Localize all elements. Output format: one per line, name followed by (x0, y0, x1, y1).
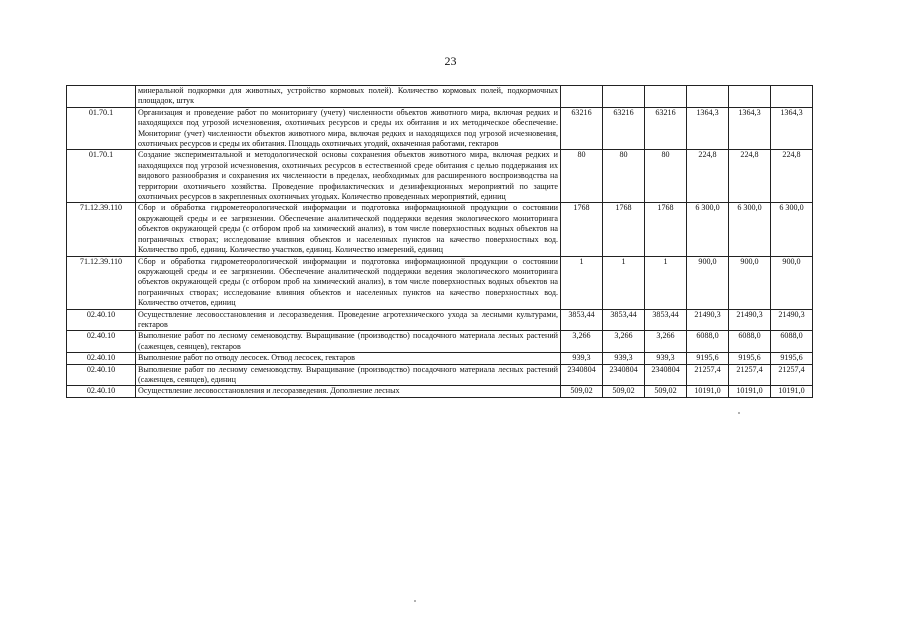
value-cell: 6088,0 (687, 331, 729, 353)
value-cell: 939,3 (603, 353, 645, 364)
okved-code-cell: 02.40.10 (67, 331, 136, 353)
table-row (67, 150, 813, 203)
value-cell: 224,8 (687, 150, 729, 203)
value-cell: 6088,0 (729, 331, 771, 353)
value-cell: 3,266 (603, 331, 645, 353)
value-cell: 9195,6 (687, 353, 729, 364)
work-description-cell: минеральной подкормки для животных, устройство кормовых полей). Количество кормовых полей, подкормочных площадок, штук (136, 86, 561, 108)
page-number: 23 (444, 54, 457, 68)
value-cell: 21257,4 (729, 364, 771, 386)
value-cell: 3,266 (645, 331, 687, 353)
value-cell: 9195,6 (729, 353, 771, 364)
value-cell: 6 300,0 (771, 203, 813, 256)
value-cell: 21490,3 (687, 309, 729, 331)
okved-code-cell: 02.40.10 (67, 309, 136, 331)
value-cell: 1364,3 (687, 107, 729, 150)
work-description-cell: Сбор и обработка гидрометеорологической информации и подготовка информационной продукции о состоянии окружающей среды и ее загрязнении. Обеспечение аналитической поддержки ведения экологического мониторинга объектов окружающей среды (с отбором проб на химический анализ), в том числе поверхностных водных объектов на пограничных створах; исследование влияния объектов и населенных пунктов на качество поверхностных вод. Количество отчетов, единиц (136, 256, 561, 309)
value-cell: 21490,3 (771, 309, 813, 331)
scan-speck (738, 412, 740, 414)
value-cell: 2340804 (645, 364, 687, 386)
value-cell: 80 (645, 150, 687, 203)
value-cell (645, 86, 687, 108)
value-cell: 224,8 (729, 150, 771, 203)
value-cell: 10191,0 (771, 386, 813, 397)
work-description-cell: Сбор и обработка гидрометеорологической информации и подготовка информационной продукции о состоянии окружающей среды и ее загрязнении. Обеспечение аналитической поддержки ведения экологического мониторинга объектов окружающей среды (с отбором проб на химический анализ), в том числе поверхностных водных объектов на пограничных створах; исследование влияния объектов и населенных пунктов на качество поверхностных вод. Количество проб, единиц. Количество участков, единиц. Количество измерений, единиц (136, 203, 561, 256)
value-cell: 63216 (561, 107, 603, 150)
table-row (67, 364, 813, 386)
value-cell: 1 (645, 256, 687, 309)
table-row (67, 386, 813, 397)
services-table (66, 85, 813, 398)
work-description-cell: Выполнение работ по лесному семеноводству. Выращивание (производство) посадочного материала лесных растений (саженцев, сеянцев), единиц (136, 364, 561, 386)
value-cell: 3,266 (561, 331, 603, 353)
value-cell: 21257,4 (687, 364, 729, 386)
okved-code-cell (67, 86, 136, 108)
value-cell: 6 300,0 (729, 203, 771, 256)
table-row (67, 353, 813, 364)
table-body (67, 86, 813, 398)
value-cell: 509,02 (603, 386, 645, 397)
table-row (67, 309, 813, 331)
value-cell: 21257,4 (771, 364, 813, 386)
value-cell: 224,8 (771, 150, 813, 203)
value-cell: 10191,0 (729, 386, 771, 397)
value-cell: 80 (561, 150, 603, 203)
value-cell: 900,0 (729, 256, 771, 309)
value-cell: 509,02 (645, 386, 687, 397)
value-cell: 6 300,0 (687, 203, 729, 256)
value-cell: 3853,44 (603, 309, 645, 331)
okved-code-cell: 02.40.10 (67, 364, 136, 386)
value-cell: 63216 (645, 107, 687, 150)
value-cell: 9195,6 (771, 353, 813, 364)
table-row (67, 86, 813, 108)
scan-speck (414, 600, 416, 602)
value-cell: 509,02 (561, 386, 603, 397)
work-description-cell: Выполнение работ по отводу лесосек. Отвод лесосек, гектаров (136, 353, 561, 364)
value-cell: 900,0 (771, 256, 813, 309)
okved-code-cell: 71.12.39.110 (67, 203, 136, 256)
okved-code-cell: 02.40.10 (67, 353, 136, 364)
table-row (67, 203, 813, 256)
value-cell: 1364,3 (729, 107, 771, 150)
okved-code-cell: 01.70.1 (67, 150, 136, 203)
work-description-cell: Организация и проведение работ по мониторингу (учету) численности объектов животного мира, включая редких и находящихся под угрозой исчезновения, охотничьих ресурсов и среды их обитания и их методическое обеспечение. Мониторинг (учет) численности объектов животного мира, включая редких и находящихся под угрозой исчезновения, охотничьих ресурсов и среды их обитания. Площадь охотничьих угодий, охваченная работами, гектаров (136, 107, 561, 150)
value-cell: 21490,3 (729, 309, 771, 331)
value-cell: 6088,0 (771, 331, 813, 353)
value-cell: 1 (561, 256, 603, 309)
value-cell: 63216 (603, 107, 645, 150)
value-cell: 1 (603, 256, 645, 309)
value-cell: 2340804 (603, 364, 645, 386)
value-cell: 1768 (561, 203, 603, 256)
value-cell (771, 86, 813, 108)
okved-code-cell: 01.70.1 (67, 107, 136, 150)
value-cell: 939,3 (645, 353, 687, 364)
value-cell (687, 86, 729, 108)
value-cell: 1364,3 (771, 107, 813, 150)
value-cell (603, 86, 645, 108)
value-cell: 939,3 (561, 353, 603, 364)
value-cell: 2340804 (561, 364, 603, 386)
value-cell: 80 (603, 150, 645, 203)
work-description-cell: Осуществление лесовосстановления и лесоразведения. Проведение агротехнического ухода за лесными культурами, гектаров (136, 309, 561, 331)
work-description-cell: Осуществление лесовосстановления и лесоразведения. Дополнение лесных (136, 386, 561, 397)
table-row (67, 331, 813, 353)
value-cell: 900,0 (687, 256, 729, 309)
value-cell: 10191,0 (687, 386, 729, 397)
value-cell: 3853,44 (645, 309, 687, 331)
work-description-cell: Создание экспериментальной и методологической основы сохранения объектов животного мира, включая редких и находящихся под угрозой исчезновения, охотничьих ресурсов в естественной среде обитания с целью поддержания их видового разнообразия и сохранения их численности в пределах, необходимых для расширенного воспроизводства на территории охотничьего хозяйства. Проведение профилактических и дезинфекционных мероприятий по защите охотничьих ресурсов в закрепленных охотничьих угодьях. Количество проведенных мероприятий, единиц (136, 150, 561, 203)
value-cell (561, 86, 603, 108)
table-row (67, 107, 813, 150)
table-row (67, 256, 813, 309)
okved-code-cell: 02.40.10 (67, 386, 136, 397)
value-cell: 1768 (603, 203, 645, 256)
value-cell (729, 86, 771, 108)
value-cell: 3853,44 (561, 309, 603, 331)
okved-code-cell: 71.12.39.110 (67, 256, 136, 309)
value-cell: 1768 (645, 203, 687, 256)
work-description-cell: Выполнение работ по лесному семеноводству. Выращивание (производство) посадочного материала лесных растений (саженцев, сеянцев), гектаров (136, 331, 561, 353)
